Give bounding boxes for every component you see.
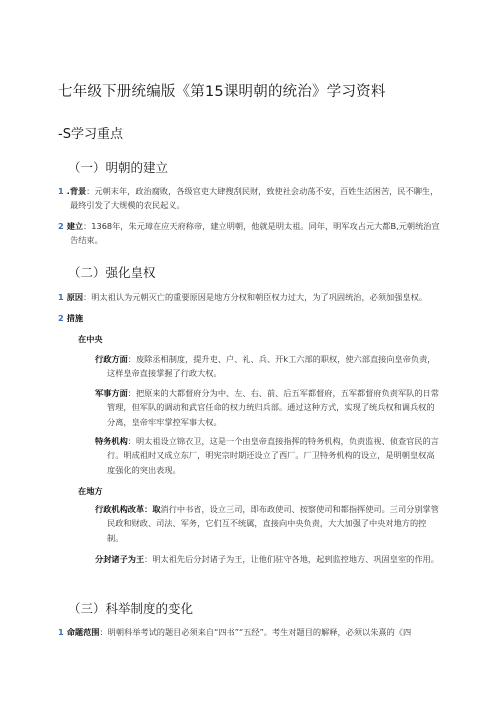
entry-key: 军事方面	[95, 388, 128, 398]
entry-text: ：把原来的大都督府分为中、左、右、前、后五军都督府，五军都督府负责军队的日常管理，但军队的调动和武官任命的权力统归兵部。通过这种方式，实现了统兵权和调兵权的分离，皇帝牢牢掌控军事大权。	[107, 388, 439, 427]
part1-item-2	[58, 219, 443, 247]
item-number: 1	[58, 292, 64, 302]
entry-key: 行政方面	[95, 354, 128, 364]
entry-text: ：明太祖设立锦衣卫，这是一个由皇帝直接指挥的特务机构，负责监视、侦查官民的言行。明成祖时又成立东厂，明宪宗时期还设立了西厂。厂卫特务机构的设立，是明朝皇权高度强化的突出表现。	[107, 436, 439, 475]
item-key: 建立	[66, 221, 84, 231]
entry-text: 消行中书省，设立三司，即布政使司、按察使司和都指挥使司。三司分别掌管民政和财政、司法、军务，它们互不统属，直接向中央负责，大大加强了中央对地方的控制。	[107, 504, 439, 543]
section-heading: -S学习重点	[58, 127, 123, 142]
part2-reason	[58, 290, 443, 304]
central-entry-military	[95, 386, 440, 429]
item-number: 1	[58, 186, 64, 196]
entry-text: ：废除丞相制度，提升吏、户、礼、兵、开k工六部的职权，使六部直接向皇帝负责，这样皇帝直接掌握了行政大权。	[107, 354, 436, 379]
central-entry-secret-police	[95, 434, 440, 477]
local-entry-admin-reform	[95, 502, 440, 545]
part3-heading: （三）科举制度的变化	[68, 601, 194, 616]
local-label: 在地方	[78, 486, 103, 496]
part2-heading: （二）强化皇权	[68, 265, 156, 280]
item-key: .背景	[66, 186, 87, 196]
item-number: 1	[58, 627, 64, 637]
entry-key: 分封诸子为王	[95, 554, 145, 564]
part2-measures	[58, 311, 443, 325]
central-label: 在中央	[78, 334, 103, 344]
item-text: ：明朝科举考试的题目必须来自“四书”“五经”。考生对题目的解释，必须以朱熹的《四	[99, 627, 412, 637]
item-key: 原因	[66, 292, 84, 302]
item-text: ：明太祖认为元朝灭亡的重要原因是地方分权和朝臣权力过大，为了巩固统治，必须加强皇权。	[83, 292, 427, 302]
item-text: ：1368年，朱元璋在应天府称帝，建立明朝，他就是明太祖。同年，明军攻占元大都B,元朝统治宣告结束。	[70, 221, 440, 245]
item-number: 2	[58, 221, 64, 231]
entry-key: 特务机构	[95, 436, 128, 446]
local-entry-enfeoff	[95, 552, 440, 566]
item-text: ：元朝末年，政治腐败，各级官吏大肆搜刮民财，致使社会动荡不安，百姓生活困苦，民不聊生，最终引发了大规模的农民起义。	[70, 186, 439, 210]
item-key: 措施	[66, 313, 84, 323]
document-title: 七年级下册统编版《第15课明朝的统治》学习资料	[58, 84, 386, 100]
item-key: 命题范围	[66, 627, 100, 637]
entry-text: ：明太祖先后分封诸子为王，让他们驻守各地，起到监控地方、巩固皇室的作用。	[144, 554, 439, 564]
entry-key: 行政机构改革：取	[95, 504, 161, 514]
central-entry-admin	[95, 352, 440, 381]
item-number: 2	[58, 313, 64, 323]
part3-item-1	[58, 625, 448, 639]
part1-heading: （一）明朝的建立	[68, 160, 169, 175]
part1-item-1	[58, 184, 443, 212]
